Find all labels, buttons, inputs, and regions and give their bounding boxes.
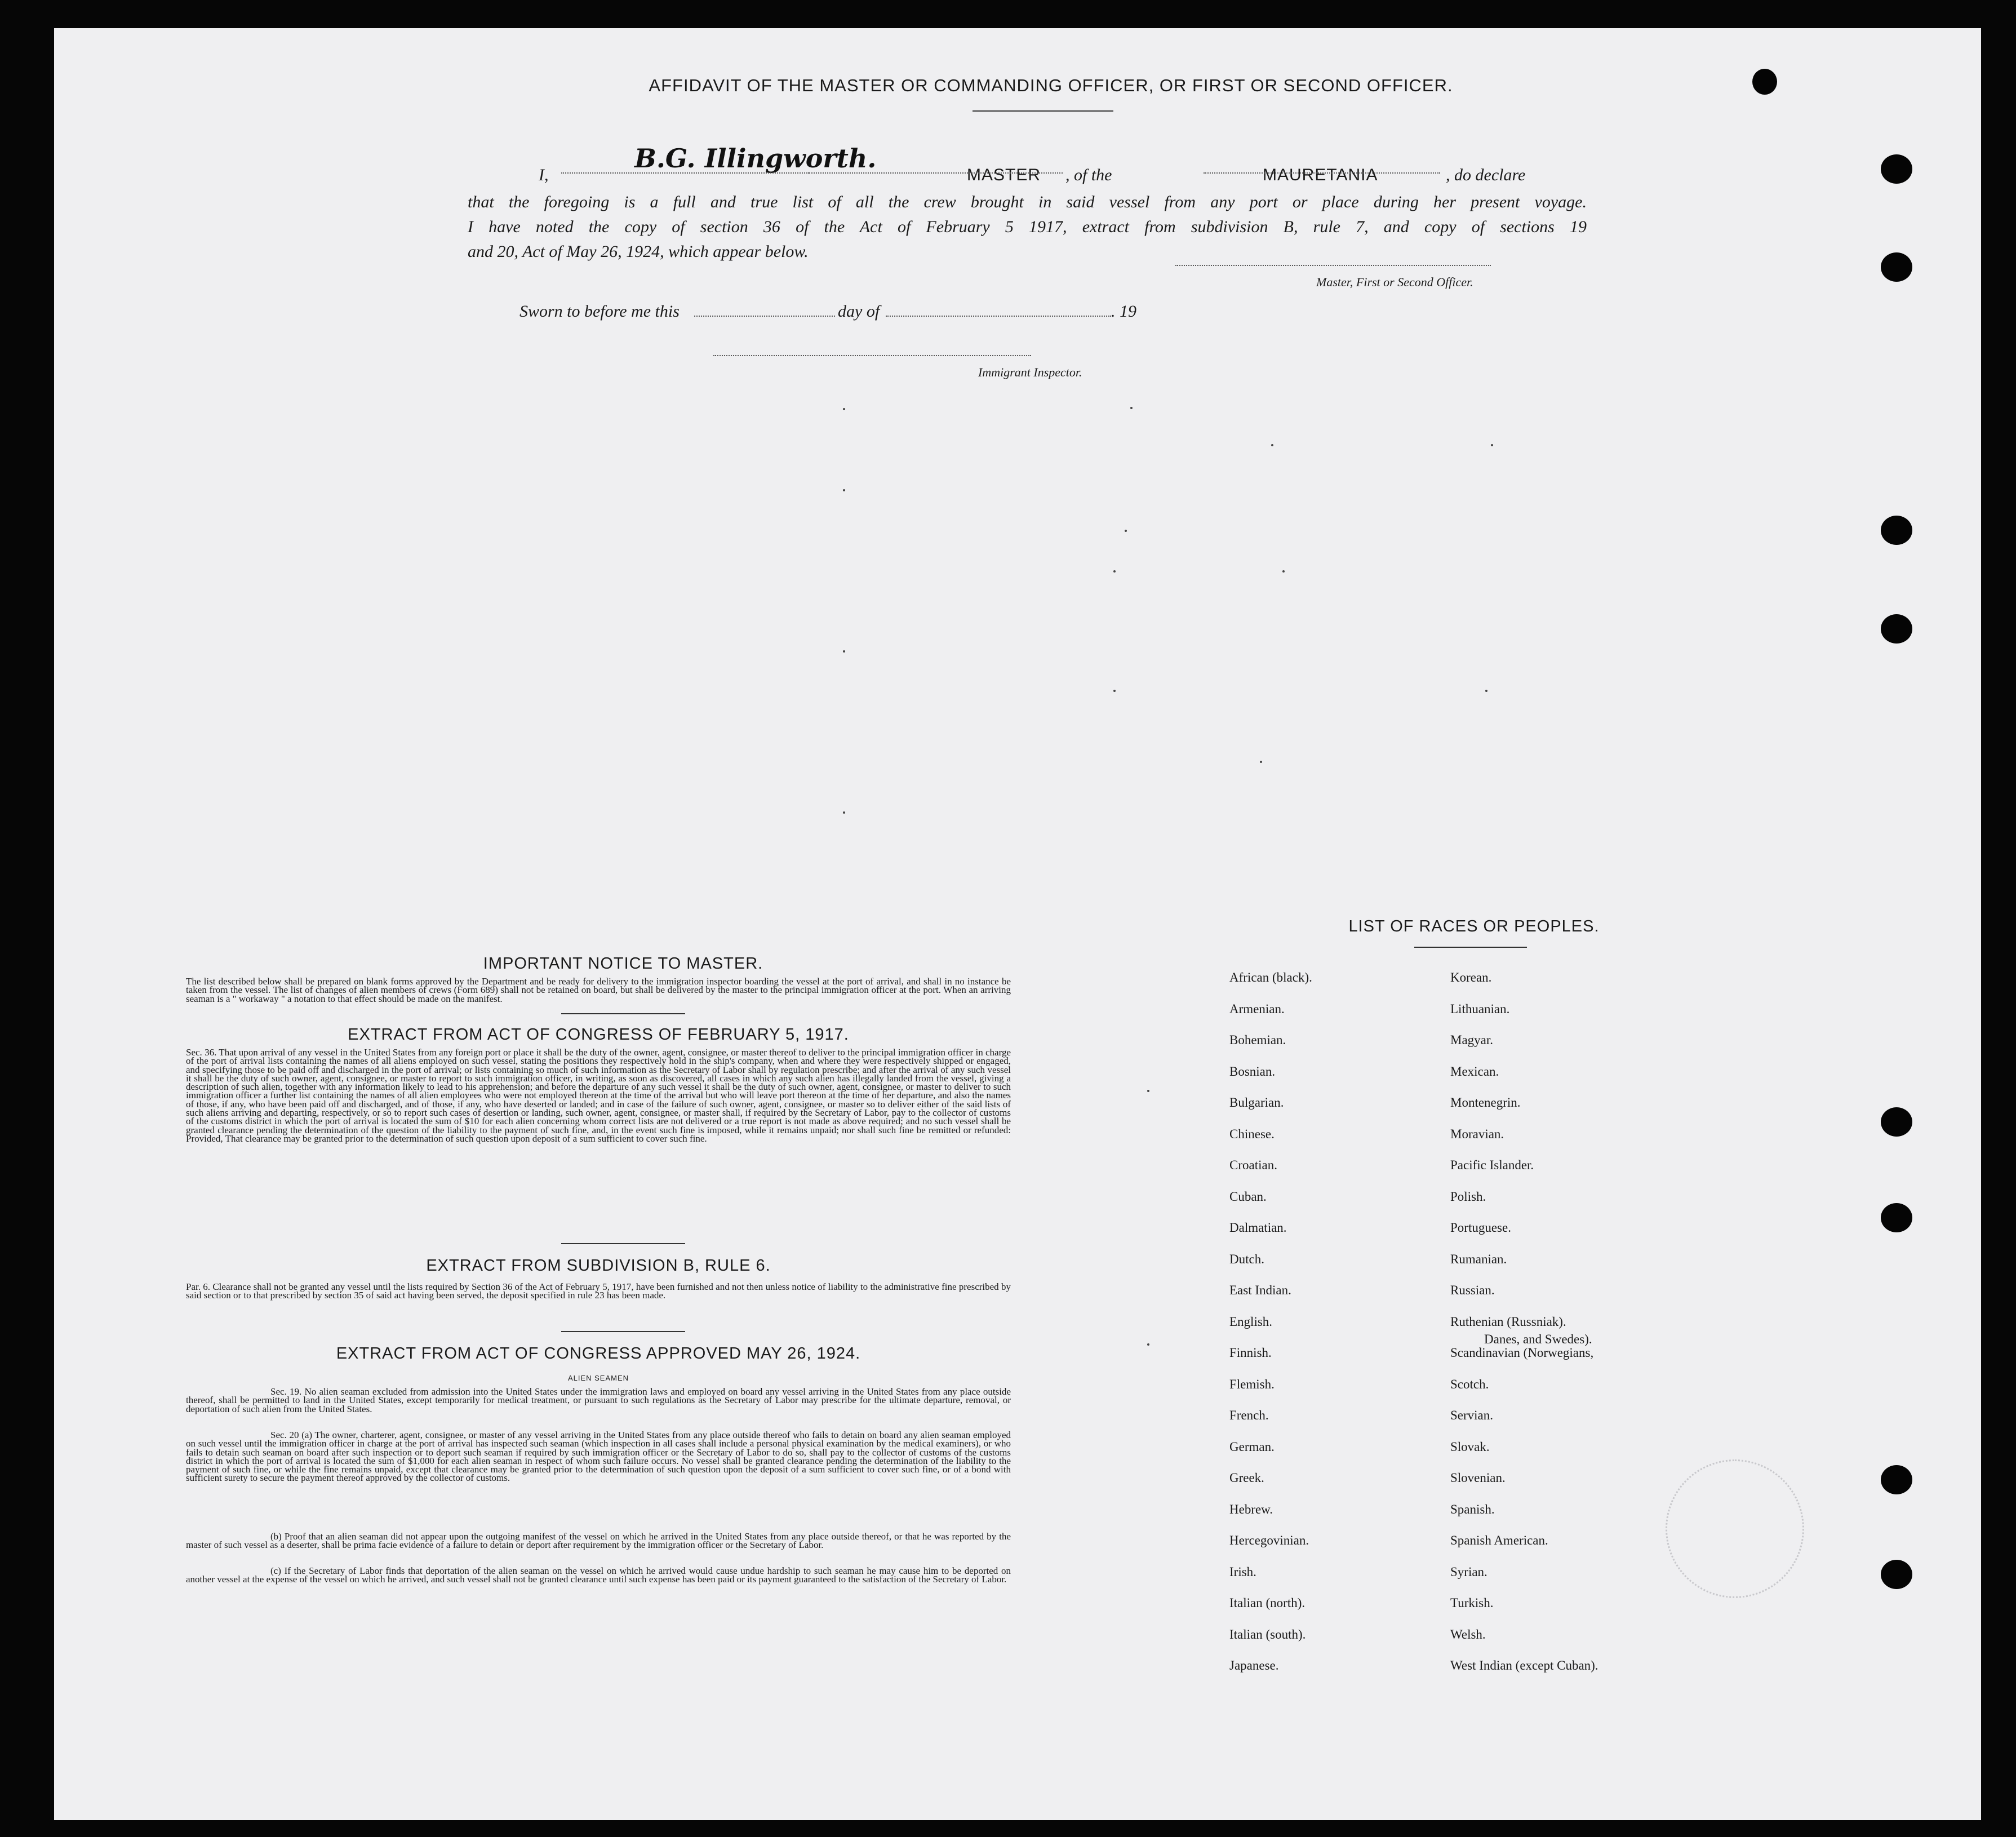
- speck: [1282, 570, 1285, 573]
- races-title: LIST OF RACES OR PEOPLES.: [1348, 917, 1600, 935]
- inspector-signature-line: [713, 355, 1031, 356]
- sworn-year-label: . 19: [1111, 302, 1136, 321]
- punch-hole: [1881, 1465, 1912, 1494]
- race-item: Slovak.: [1450, 1439, 1490, 1454]
- speck: [1491, 444, 1493, 446]
- signature-line: [561, 172, 809, 174]
- speck: [1271, 444, 1273, 446]
- race-item: Turkish.: [1450, 1596, 1494, 1610]
- extract-1924-subtitle: ALIEN SEAMEN: [567, 1374, 629, 1382]
- extract-1917-title: EXTRACT FROM ACT OF CONGRESS OF FEBRUARY 5, 1917.: [348, 1026, 849, 1044]
- race-item: Italian (south).: [1229, 1627, 1306, 1641]
- speck: [843, 408, 845, 410]
- speck: [1485, 690, 1487, 692]
- notice-title: IMPORTANT NOTICE TO MASTER.: [483, 955, 763, 973]
- extract-1924-sec20c: (c) If the Secretary of Labor finds that deportation of the alien seaman on the vessel on which he arrived would cause undue hardship to such seaman he may cause him to be deported on another vessel at the expense of the vessel on which he arrived, and such vessel shall not be granted clearance until such expense has been paid or its payment guaranteed to the satisfaction of the Secretary of Labor.: [186, 1565, 1011, 1585]
- vessel-line: [1204, 172, 1440, 174]
- speck: [843, 811, 845, 814]
- race-item: Dutch.: [1229, 1252, 1264, 1266]
- race-item: West Indian (except Cuban).: [1450, 1658, 1598, 1672]
- race-item: Greek.: [1229, 1471, 1264, 1485]
- punch-hole: [1881, 516, 1912, 545]
- sworn-day-label: day of: [838, 302, 880, 321]
- race-item: Spanish American.: [1450, 1533, 1548, 1547]
- race-item: Servian.: [1450, 1408, 1494, 1422]
- race-item: French.: [1229, 1408, 1269, 1422]
- punch-hole: [1752, 69, 1777, 95]
- extract-1924-sec19: Sec. 19. No alien seaman excluded from admission into the United States under the immigration laws and employed on board any vessel arriving in the United States from any place outside thereof, shall be permitted to land in the United States, except temporarily for medical treatment, or pursuant to such regulations as the Secretary of Labor may prescribe for the ultimate departure, removal, or deportation of such alien from the United States.: [186, 1386, 1011, 1414]
- extract-rule-title: EXTRACT FROM SUBDIVISION B, RULE 6.: [426, 1257, 771, 1275]
- notice-body: The list described below shall be prepared on blank forms approved by the Department and be ready for delivery to the immigration inspector boarding the vessel at the port of arrival, and shall in no instance be taken from the vessel. The list of changes of alien members of crews (Form 689) shall not be retained on board, but shall be delivered by the master to the principal immigration officer at the port. When an arriving seaman is a " workaway " a notation to that effect should be made on the manifest.: [186, 976, 1011, 1004]
- race-item: English.: [1229, 1314, 1273, 1329]
- extract-1924-sec20a: Sec. 20 (a) The owner, charterer, agent, consignee, or master of any vessel arriving in the United States from any place outside thereof who fails to detain on board any alien seaman employed on such vessel until the immigration officer in charge at the port of arrival has inspected such seaman (which inspection in all cases shall include a personal physical examination by the medical examiners), or who fails to detain such seaman on board after such inspection or to deport such seaman if required by such immigration officer or the Secretary of Labor to do so, shall pay to the collector of customs of the customs district in which the port of arrival is located the sum of $1,000 for each alien seaman in respect of whom such failure occurs. No vessel shall be granted clearance pending the determination of the liability to the payment of such fine, or while the fine remains unpaid, except that clearance may be granted prior to the determination of such question upon the deposit of a sum sufficient to cover such fine, or of a bond with sufficient surety to secure the payment thereof approved by the collector of customs.: [186, 1430, 1011, 1484]
- race-item: Hercegovinian.: [1229, 1533, 1309, 1547]
- race-item: Ruthenian (Russniak).: [1450, 1314, 1566, 1329]
- title-underline: [973, 110, 1113, 112]
- race-item: Dalmatian.: [1229, 1221, 1287, 1235]
- master-signature-line: [1175, 265, 1491, 266]
- speck: [843, 650, 845, 653]
- speck: [1113, 690, 1116, 692]
- races-right-column: [1450, 970, 1598, 1690]
- races-left-column: [1229, 970, 1312, 1690]
- race-item: Rumanian.: [1450, 1252, 1507, 1266]
- race-item: Spanish.: [1450, 1502, 1495, 1516]
- race-item: Moravian.: [1450, 1126, 1504, 1141]
- races-underline: [1414, 947, 1527, 948]
- sworn-date-line: [694, 316, 835, 317]
- speck: [1130, 407, 1133, 409]
- speck: [843, 489, 845, 491]
- declaration-line-2: that the foregoing is a full and true list of all the crew brought in said vessel from any port or place during her present voyage.: [468, 193, 1587, 211]
- extract-1917-body: Sec. 36. That upon arrival of any vessel in the United States from any foreign port or place it shall be the duty of the owner, agent, consignee, or master thereof to deliver to the principal immigration officer in charge of the port of arrival lists containing the names of all aliens employed on such vessel, stating the positions they respectively hold in the ship's company, when and where they were respectively shipped or engaged, and specifying those to be paid off and discharged in the port of arrival; or lists containing so much of such information as the Secretary of Labor shall by regulation prescribe; and after the arrival of any such vessel it shall be the duty of such owner, agent, consignee, or master to report to such immigration officer, in writing, as soon as discovered, all cases in which any such alien has illegally landed from the vessel, giving a description of such alien, together with any information likely to lead to his apprehension; and before the departure of any such vessel it shall be the duty of such owner, agent, consignee, or master to deliver to such immigration officer a further list containing the names of all alien employees who were not employed thereon at the time of the arrival but who will leave port thereon at the time of her departure, and also the names of those, if any, who have been paid off and discharged, and of those, if any, who have deserted or landed; and in case of the failure of such owner, agent, consignee, or master so to deliver either of the said lists of such aliens arriving and departing, respectively, or so to report such cases of desertion or landing, such owner, agent, consignee, or master shall, if required by the Secretary of Labor, pay to the collector of customs of the customs district in which the port of arrival is located the sum of $10 for each alien concerning whom correct lists are not delivered or a true report is not made as above required; and no such vessel shall be granted clearance pending the determination of the question of the liability to the payment of such fine, and, in the event such fine is imposed, while it remains unpaid; nor shall such fine be remitted or refunded: Provided, That clearance may be granted prior to the determination of such question upon deposit of a sum sufficient to cover such fine.: [186, 1047, 1011, 1144]
- punch-hole: [1881, 154, 1912, 184]
- race-item: German.: [1229, 1439, 1275, 1454]
- race-item: East Indian.: [1229, 1283, 1291, 1297]
- declaration-line-3: I have noted the copy of section 36 of the Act of February 5 1917, extract from subdivision B, rule 7, and copy of sections 19: [468, 218, 1587, 236]
- speck: [1260, 761, 1262, 763]
- divider: [561, 1331, 685, 1332]
- race-item: Hebrew.: [1229, 1502, 1273, 1516]
- race-item: African (black).: [1229, 970, 1312, 984]
- race-item: Portuguese.: [1450, 1221, 1511, 1235]
- race-item: Russian.: [1450, 1283, 1495, 1297]
- rank-value: MASTER: [967, 166, 1041, 184]
- race-item: Japanese.: [1229, 1658, 1279, 1672]
- punch-hole: [1881, 1107, 1912, 1137]
- race-item: Montenegrin.: [1450, 1095, 1521, 1110]
- sworn-prefix: Sworn to before me this: [519, 302, 680, 321]
- of-the-label: , of the: [1065, 166, 1112, 184]
- speck: [1113, 570, 1116, 573]
- race-item: Welsh.: [1450, 1627, 1486, 1641]
- race-item: Finnish.: [1229, 1346, 1272, 1360]
- race-item: Cuban.: [1229, 1189, 1267, 1204]
- race-item: Irish.: [1229, 1564, 1256, 1579]
- punch-hole: [1881, 1560, 1912, 1589]
- speck: [1147, 1343, 1149, 1346]
- faded-stamp: [1666, 1459, 1804, 1598]
- race-item: Bulgarian.: [1229, 1095, 1284, 1110]
- rank-line: [809, 172, 1063, 174]
- i-label: I,: [539, 166, 549, 184]
- speck: [1125, 530, 1127, 532]
- master-signature: B.G. Illingworth.: [634, 143, 877, 174]
- race-item: Chinese.: [1229, 1126, 1275, 1141]
- divider: [561, 1243, 685, 1244]
- punch-hole: [1881, 614, 1912, 644]
- punch-hole: [1881, 252, 1912, 282]
- race-item: Scotch.: [1450, 1377, 1489, 1391]
- race-item-continuation: Danes, and Swedes).: [1484, 1332, 1592, 1346]
- race-item: Pacific Islander.: [1450, 1158, 1534, 1172]
- race-item: Flemish.: [1229, 1377, 1275, 1391]
- affidavit-title: AFFIDAVIT OF THE MASTER OR COMMANDING OFFICER, OR FIRST OR SECOND OFFICER.: [649, 76, 1453, 95]
- do-declare-label: , do declare: [1446, 166, 1526, 184]
- punch-hole: [1881, 1203, 1912, 1232]
- speck: [1147, 1090, 1149, 1092]
- declaration-line-1: [539, 143, 1587, 184]
- declaration-line-4: and 20, Act of May 26, 1924, which appear below.: [468, 242, 809, 261]
- document-page: [54, 28, 1981, 1820]
- race-item: Korean.: [1450, 970, 1492, 984]
- extract-rule-body: Par. 6. Clearance shall not be granted any vessel until the lists required by Section 36 of the Act of February 5, 1917, have been furnished and not then unless notice of liability to the administrative fine prescribed by said section or to that prescribed by section 35 of said act having been served, the deposit specified in rule 23 has been made.: [186, 1281, 1011, 1301]
- race-item: Armenian.: [1229, 1001, 1285, 1016]
- race-item: Magyar.: [1450, 1033, 1494, 1047]
- sworn-line: [519, 299, 1196, 327]
- master-signature-label: Master, First or Second Officer.: [1316, 275, 1473, 289]
- sworn-month-line: [886, 316, 1111, 317]
- race-item: Bosnian.: [1229, 1064, 1276, 1079]
- race-item: Lithuanian.: [1450, 1001, 1510, 1016]
- race-item: Mexican.: [1450, 1064, 1499, 1079]
- race-item: Syrian.: [1450, 1564, 1487, 1579]
- race-item: Scandinavian (Norwegians,: [1450, 1346, 1594, 1360]
- race-item: Italian (north).: [1229, 1596, 1305, 1610]
- race-item: Polish.: [1450, 1189, 1486, 1204]
- divider: [561, 1013, 685, 1014]
- extract-1924-title: EXTRACT FROM ACT OF CONGRESS APPROVED MAY 26, 1924.: [336, 1345, 861, 1363]
- race-item: Croatian.: [1229, 1158, 1277, 1172]
- extract-1924-sec20b: (b) Proof that an alien seaman did not appear upon the outgoing manifest of the vessel on which he arrived in the United States from any place outside thereof, or that he was reported by the master of such vessel as a deserter, shall be prima facie evidence of a failure to detain or deport after requirement by the immigration officer or the Secretary of Labor.: [186, 1531, 1011, 1551]
- inspector-label: Immigrant Inspector.: [978, 365, 1082, 379]
- vessel-name: MAURETANIA: [1263, 166, 1378, 184]
- race-item: Slovenian.: [1450, 1471, 1506, 1485]
- race-item: Bohemian.: [1229, 1033, 1286, 1047]
